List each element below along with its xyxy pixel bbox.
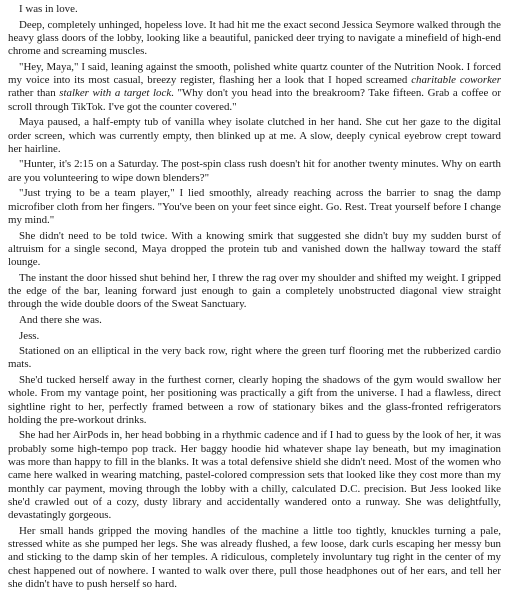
story-body [8,3,501,591]
story-paragraph [8,272,501,312]
paragraph-text: Jess. [19,329,40,342]
paragraph-text: "Hey, Maya," I said, leaning against the smooth, polished white quartz counter of the Nutrition Nook. I forced my voice into its most casual, breezy register, flashing her a look that I hoped screamed [8,60,501,87]
story-paragraph [8,345,501,372]
paragraph-text: I was in love. [19,3,78,15]
story-paragraph [8,116,501,156]
paragraph-text: She had her AirPods in, her head bobbing in a rhythmic cadence and if I had to guess by the look of her, it was probably some high-tempo pop track. Her baggy hoodie hid whatever shape lay beneath, but my imagination was more than happy to fill in the blanks. It was a total defensive shield she didn't need. Most of the women who came here walked in wearing matching, pastel-colored compression sets that looked like they cost more than my monthly car payment, moving through the lobby with a chilly, calculated D.C. precision. But Jess looked like she'd crawled out of a cozy, dusty library and accidentally wandered onto a runway. She was delightfully, devastatingly gorgeous. [8,429,501,522]
story-paragraph [8,525,501,591]
paragraph-text: Deep, completely unhinged, hopeless love. It had hit me the exact second Jessica Seymore walked through the heavy glass doors of the lobby, looking like a beautiful, panicked deer trying to navigate a minefield of high-end chrome and screaming muscles. [8,18,501,58]
story-paragraph [8,374,501,427]
paragraph-text: She'd tucked herself away in the furthest corner, clearly hoping the shadows of the gym would swallow her whole. From my vantage point, her positioning was practically a gift from the universe. I had a flawless, direct sightline right to her, perfectly framed between a row of stationary bikes and the glass-fronted refrigerators holding the pre-workout drinks. [8,373,501,426]
paragraph-text: The instant the door hissed shut behind her, I threw the rag over my shoulder and shifted my weight. I gripped the edge of the bar, leaning forward just enough to gain a completely unobstructed diagonal view straight through the wide double doors of the Sweat Sanctuary. [8,271,501,311]
paragraph-text: She didn't need to be told twice. With a knowing smirk that suggested she didn't buy my sudden burst of altruism for a single second, Maya dropped the protein tub and vanished down the hallway toward the staff lounge. [8,229,501,269]
story-paragraph [8,3,501,16]
story-paragraph [8,230,501,270]
paragraph-text: Maya paused, a half-empty tub of vanilla whey isolate clutched in her hand. She cut her gaze to the digital order screen, which was currently empty, then blinked up at me. A slow, deeply cynical eyebrow crept toward her hairline. [8,116,501,155]
paragraph-text: Stationed on an elliptical in the very back row, right where the green turf flooring met the rubberized cardio mats. [8,345,501,371]
paragraph-text: Her small hands gripped the moving handles of the machine a little too tightly, knuckles turning a pale, stressed white as she pumped her legs. She was already flushed, a few loose, dark curls escaping her messy bun and sticking to the damp skin of her temples. A ridiculous, completely involuntary tug right in the center of my chest happened out of nowhere. I wanted to walk over there, pull those headphones out of her ears, and tell her she didn't have to push herself so hard. [8,524,501,591]
story-paragraph [8,19,501,59]
story-paragraph [8,314,501,327]
paragraph-text: "Hunter, it's 2:15 on a Saturday. The post-spin class rush doesn't hit for another twenty minutes. Why on earth are you volunteering to wipe down blenders?" [8,158,501,184]
emphasized-text: stalker with a target lock [59,87,172,100]
story-paragraph [8,330,501,343]
paragraph-text: . "Why don't you head into the breakroom? Take fifteen. Grab a coffee or scroll through TikTok. I've got the counter covered." [8,87,501,113]
emphasized-text: charitable coworker [411,74,501,87]
story-paragraph [8,158,501,185]
paragraph-text: rather than [8,87,60,100]
paragraph-text: And there she was. [19,313,102,326]
paragraph-text: "Just trying to be a team player," I lied smoothly, already reaching across the barrier to snag the damp microfiber cloth from her fingers. "You've been on your feet since eight. Go. Rest. Treat yourself before I change my mind." [8,187,501,226]
story-paragraph [8,61,501,114]
story-paragraph [8,187,501,227]
story-paragraph [8,429,501,522]
